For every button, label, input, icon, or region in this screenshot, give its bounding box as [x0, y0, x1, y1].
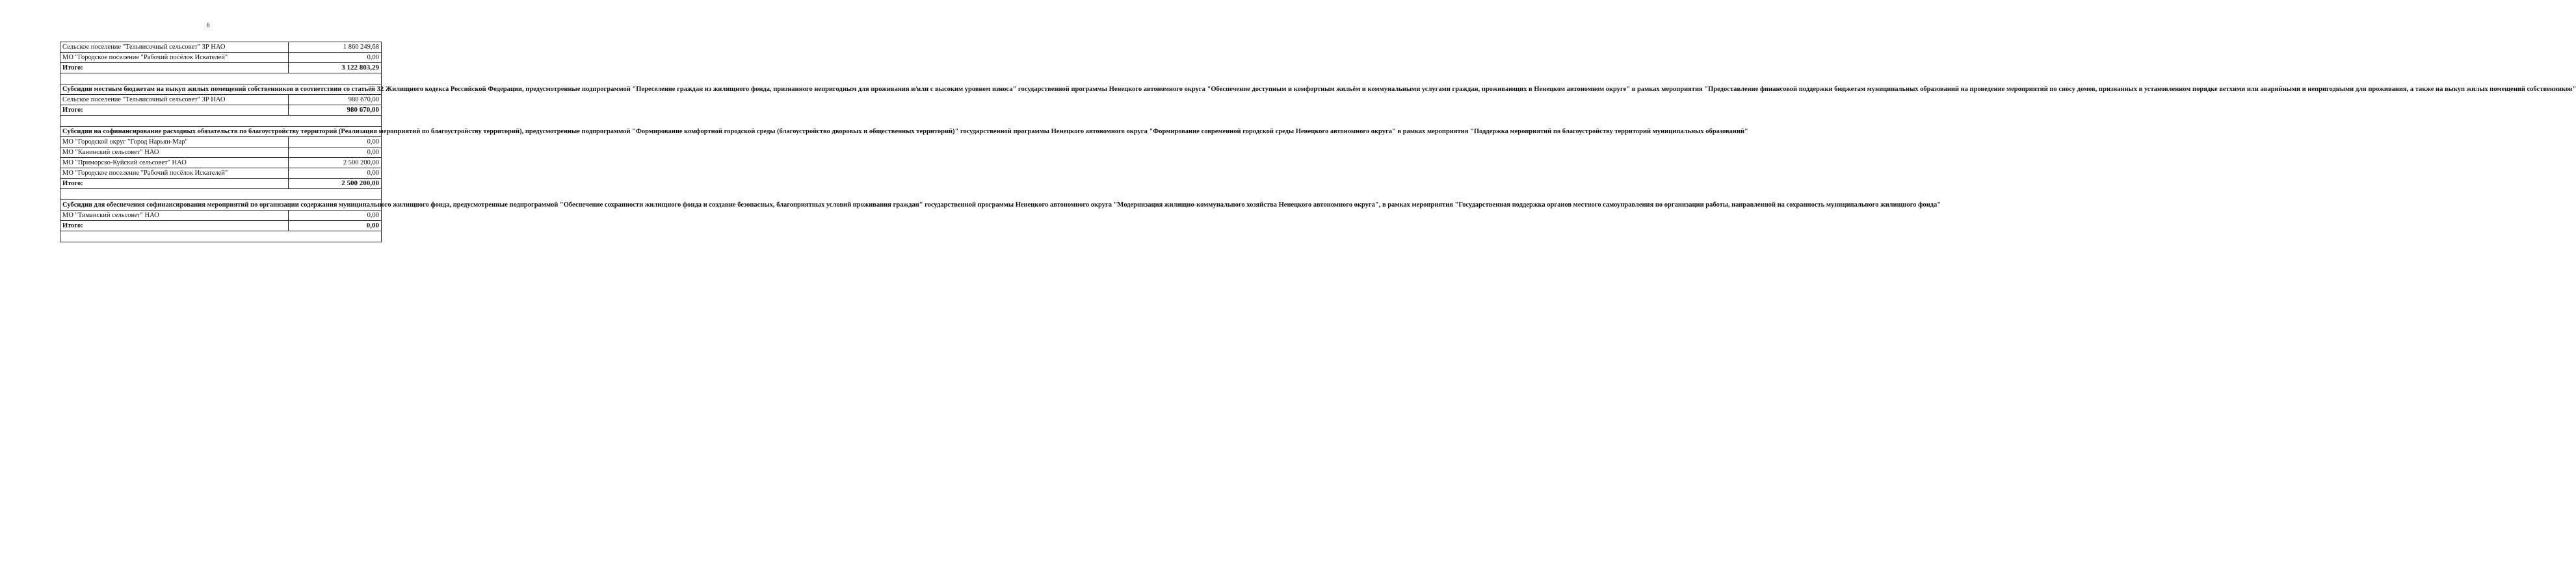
- table-row: [60, 137, 382, 147]
- total-value: 0,00: [289, 221, 382, 231]
- total-row: [60, 221, 382, 231]
- spacer-row: [60, 73, 382, 84]
- section-heading: Субсидии на софинансирование расходных обязательств по благоустройству территорий (Реализация мероприятий по благоустройству территорий), предусмотренные подпрограммой "Формирование комфортной городской среды (благоустройство дворовых и общественных территорий)" государственной программы Ненецкого автономного округа "Формирование современной городской среды Ненецкого автономного округа" в рамках мероприятия "Поддержка мероприятий по благоустройству территорий муниципальных образований": [60, 127, 382, 137]
- spacer-row: [60, 189, 382, 200]
- municipality-name: МО "Городское поселение "Рабочий посёлок Искателей": [60, 168, 289, 179]
- total-label: Итого:: [60, 179, 289, 189]
- municipality-name: Сельское поселение "Тельвисочный сельсовет" ЗР НАО: [60, 95, 289, 105]
- total-row: [60, 105, 382, 116]
- table-row: [60, 147, 382, 158]
- municipality-name: Сельское поселение "Тельвисочный сельсовет" ЗР НАО: [60, 42, 289, 53]
- section-heading-row: [60, 84, 382, 95]
- municipality-name: МО "Городское поселение "Рабочий посёлок Искателей": [60, 53, 289, 63]
- section-heading-row: [60, 127, 382, 137]
- amount-value: 0,00: [289, 147, 382, 158]
- subsidy-table-body: [60, 42, 2576, 242]
- table-row: [60, 95, 382, 105]
- spacer-cell: [60, 189, 382, 200]
- total-value: 2 500 200,00: [289, 179, 382, 189]
- amount-value: 1 860 249,68: [289, 42, 382, 53]
- amount-value: 0,00: [289, 168, 382, 179]
- total-row: [60, 179, 382, 189]
- table-row: [60, 42, 382, 53]
- municipality-name: МО "Канинский сельсовет" НАО: [60, 147, 289, 158]
- total-row: [60, 63, 382, 73]
- table-row: [60, 168, 382, 179]
- spacer-cell: [60, 73, 382, 84]
- section-heading: Субсидии местным бюджетам на выкуп жилых помещений собственников в соответствии со статьёй 32 Жилищного кодекса Российской Федерации, предусмотренные подпрограммой "Переселение граждан из жилищного фонда, признанного непригодным для проживания и/или с высоким уровнем износа" государственной программы Ненецкого автономного округа "Обеспечение доступным и комфортным жильём и коммунальными услугами граждан, проживающих в Ненецком автономном округе" в рамках мероприятия "Предоставление финансовой поддержки бюджетам муниципальных образований на проведение мероприятий по сносу домов, признанных в установленном порядке ветхими или аварийными и непригодными для проживания, а также на выкуп жилых помещений собственников": [60, 84, 382, 95]
- table-row: [60, 53, 382, 63]
- table-row: [60, 211, 382, 221]
- spacer-row: [60, 116, 382, 127]
- subsidy-table: [60, 42, 2576, 242]
- spacer-cell: [60, 116, 382, 127]
- amount-value: 0,00: [289, 137, 382, 147]
- spacer-row: [60, 231, 382, 242]
- section-heading: Субсидии для обеспечения софинансирования мероприятий по организации содержания муниципального жилищного фонда, предусмотренные подпрограммой "Обеспечение сохранности жилищного фонда и создание безопасных, благоприятных условий проживания граждан" государственной программы Ненецкого автономного округа "Модернизация жилищно-коммунального хозяйства Ненецкого автономного округа", в рамках мероприятия "Государственная поддержка органов местного самоуправления по организации работы, направленной на сохранность муниципального жилищного фонда": [60, 200, 382, 211]
- section-heading-row: [60, 200, 382, 211]
- table-row: [60, 158, 382, 168]
- municipality-name: МО "Тиманский сельсовет" НАО: [60, 211, 289, 221]
- municipality-name: МО "Приморско-Куйский сельсовет" НАО: [60, 158, 289, 168]
- amount-value: 980 670,00: [289, 95, 382, 105]
- spacer-cell: [60, 231, 382, 242]
- amount-value: 0,00: [289, 211, 382, 221]
- total-value: 3 122 803,29: [289, 63, 382, 73]
- page-number: 6: [206, 22, 210, 29]
- total-label: Итого:: [60, 221, 289, 231]
- municipality-name: МО "Городской округ "Город Нарьян-Мар": [60, 137, 289, 147]
- total-label: Итого:: [60, 105, 289, 116]
- amount-value: 0,00: [289, 53, 382, 63]
- amount-value: 2 500 200,00: [289, 158, 382, 168]
- total-value: 980 670,00: [289, 105, 382, 116]
- total-label: Итого:: [60, 63, 289, 73]
